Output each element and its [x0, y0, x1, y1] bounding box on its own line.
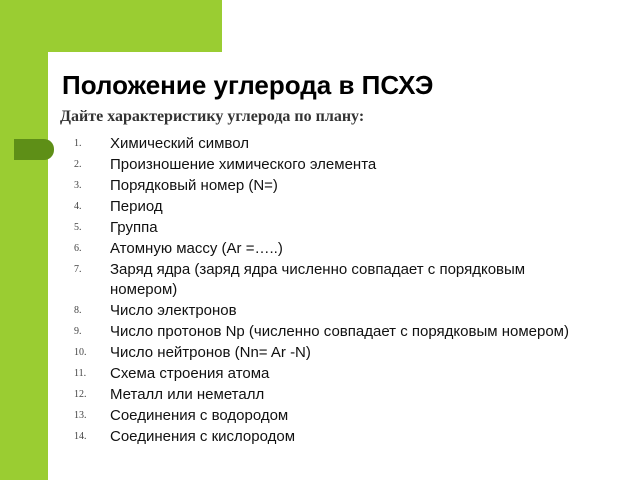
list-item-text: Произношение химического элемента: [110, 156, 377, 173]
list-item-number: 12.: [74, 389, 87, 400]
list-item-number: 2.: [74, 159, 82, 170]
list-item-number: 11.: [74, 368, 87, 379]
plan-subtitle: Дайте характеристику углерода по плану:: [60, 108, 365, 125]
list-item: [74, 197, 594, 217]
list-item-text: Группа: [110, 219, 158, 236]
list-item: [74, 343, 594, 363]
list-item: [74, 155, 594, 175]
list-item: [74, 364, 594, 384]
list-item-text: Химический символ: [110, 135, 249, 152]
list-item-number: 1.: [74, 138, 82, 149]
list-item-text: Период: [110, 198, 163, 215]
list-item-number: 13.: [74, 410, 87, 421]
list-item-number: 6.: [74, 243, 82, 254]
list-item-number: 8.: [74, 305, 82, 316]
list-item: [74, 301, 594, 321]
list-item: [74, 239, 594, 259]
list-item: [74, 218, 594, 238]
list-item-number: 7.: [74, 264, 82, 275]
plan-list: [74, 134, 594, 448]
list-item-text: Соединения с водородом: [110, 407, 289, 424]
list-item-text: Металл или неметалл: [110, 386, 265, 403]
list-item-number: 14.: [74, 431, 87, 442]
list-item-number: 5.: [74, 222, 82, 233]
list-item-text: Порядковый номер (N=): [110, 177, 278, 194]
list-item: [74, 406, 594, 426]
list-item-text: Число протонов Np (численно совпадает с порядковым номером): [110, 323, 569, 340]
list-item: [74, 176, 594, 196]
list-item-number: 10.: [74, 347, 87, 358]
slide-title: Положение углерода в ПСХЭ: [62, 70, 434, 100]
list-item: [74, 385, 594, 405]
list-item-text: Число нейтронов (Nn= Ar -N): [110, 344, 311, 361]
list-item: [74, 427, 594, 447]
list-item-text: Схема строения атома: [110, 365, 270, 382]
list-item: [74, 134, 594, 154]
list-item-text: Соединения с кислородом: [110, 428, 296, 445]
list-item: [74, 260, 594, 300]
list-item-text: Атомную массу (Ar =…..): [110, 240, 283, 257]
list-item-number: 9.: [74, 326, 82, 337]
accent-strip: [0, 0, 48, 480]
list-item-number: 3.: [74, 180, 82, 191]
list-item-text: Число электронов: [110, 302, 237, 319]
list-item-text: Заряд ядра (заряд ядра численно совпадает с порядковым номером): [110, 261, 526, 298]
slide-marker-tab: [14, 139, 54, 160]
list-item-number: 4.: [74, 201, 82, 212]
list-item: [74, 322, 594, 342]
